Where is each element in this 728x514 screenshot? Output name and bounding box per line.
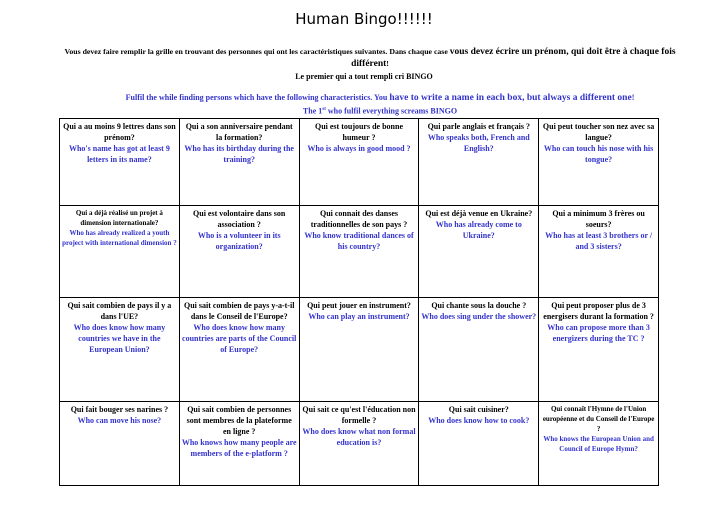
cell-question-french: Qui sait combien de pays il y a dans l'UE? <box>67 301 172 322</box>
cell-question-english: Who does know how to cook? <box>428 415 530 425</box>
instructions-french-emphasis: vous devez écrire un prénom, qui doit être à chaque fois différent <box>351 47 676 69</box>
bingo-cell[interactable] <box>179 401 299 485</box>
cell-question-french: Qui a au moins 9 lettres dans son prénom? <box>63 122 176 142</box>
cell-question-french: Qui connait des danses traditionnelles de son pays ? <box>310 209 408 230</box>
cell-question-french: Qui sait ce qu'est l'éducation non formelle ? <box>302 404 416 425</box>
cell-question-french: Qui est déjà venue en Ukraine? <box>425 209 533 219</box>
cell-question-english: Who's name has got at least 9 letters in its name? <box>68 144 170 164</box>
bingo-cell[interactable] <box>179 206 299 298</box>
cell-question-english: Who can propose more than 3 energizers during the TC ? <box>547 323 650 344</box>
instructions-french-end: ! <box>386 59 389 68</box>
instructions-french-text: Vous devez faire remplir la grille en trouvant des personnes qui ont les caractéristiques suivantes. Dans chaque case <box>64 47 450 56</box>
cell-question-english: Who does know what non formal education is? <box>302 426 416 447</box>
cell-question-english: Who is always in good mood ? <box>307 144 411 153</box>
bingo-cell[interactable] <box>179 119 299 206</box>
bingo-cell[interactable] <box>539 401 659 485</box>
cell-question-french: Qui sait combien de personnes sont membres de la plateforme en ligne ? <box>186 404 292 436</box>
cell-question-english: Who can touch his nose with his tongue? <box>543 144 654 164</box>
bingo-cell[interactable] <box>60 401 180 485</box>
cell-question-english: Who has already realized a youth project with international dimension ? <box>62 229 177 248</box>
cell-question-english: Who does know how many countries we have in the European Union? <box>73 323 166 355</box>
bingo-cell[interactable] <box>419 401 539 485</box>
instructions-english <box>60 92 700 118</box>
instructions-french-line2: Le premier qui a tout rempli cri BINGO <box>295 72 433 81</box>
cell-question-english: Who knows how many people are members of the e-platform ? <box>181 437 297 458</box>
bingo-cell[interactable] <box>60 206 180 298</box>
bingo-cell[interactable] <box>539 119 659 206</box>
bingo-cell[interactable] <box>179 298 299 402</box>
cell-question-french: Qui a minimum 3 frères ou soeurs? <box>552 209 645 230</box>
cell-question-french: Qui peut toucher son nez avec sa langue? <box>542 122 655 142</box>
cell-question-french: Qui peut jouer en instrument? <box>307 301 411 311</box>
bingo-cell[interactable] <box>60 119 180 206</box>
instructions-english-line2-a: The 1 <box>302 106 323 116</box>
cell-question-french: Qui est toujours de bonne humeur ? <box>314 122 403 142</box>
grid-row <box>60 119 659 206</box>
grid-row <box>60 298 659 402</box>
bingo-cell[interactable] <box>299 206 419 298</box>
bingo-cell[interactable] <box>299 401 419 485</box>
cell-question-french: Qui connaît l'Hymne de l'Union européenne et du Conseil de l'Europe ? <box>542 404 655 433</box>
instructions-english-end: ! <box>631 93 635 102</box>
bingo-cell[interactable] <box>299 119 419 206</box>
cell-question-french: Qui a son anniversaire pendant la formation? <box>185 122 293 142</box>
cell-question-english: Who has its birthday during the training? <box>184 144 294 164</box>
cell-question-french: Qui a déjà réalisé un projet à dimension internationale? <box>75 209 163 228</box>
bingo-cell[interactable] <box>299 298 419 402</box>
cell-question-english: Who does sing under the shower? <box>421 312 537 322</box>
instructions-english-text: Fulfil the while finding persons which have the following characteristics. You <box>125 93 390 102</box>
cell-question-french: Qui fait bouger ses narines ? <box>70 404 169 414</box>
cell-question-english: Who does know how many countries are parts of the Council of Europe? <box>182 323 297 355</box>
bingo-cell[interactable] <box>419 298 539 402</box>
bingo-cell[interactable] <box>419 206 539 298</box>
instructions-english-line2-b: who fulfil everything screams BINGO <box>325 106 458 116</box>
page-title: Human Bingo!!!!!! <box>295 10 433 28</box>
cell-question-english: Who can move his nose? <box>77 415 162 425</box>
cell-question-french: Qui sait combien de pays y-a-t-il dans le Conseil de l'Europe? <box>183 301 295 322</box>
cell-question-french: Qui peut proposer plus de 3 energisers durant la formation ? <box>543 301 654 322</box>
cell-question-french: Qui sait cuisiner? <box>448 404 509 414</box>
bingo-grid <box>59 118 659 486</box>
bingo-cell[interactable] <box>60 298 180 402</box>
cell-question-french: Qui est volontaire dans son association ? <box>193 209 286 230</box>
grid-row <box>60 401 659 485</box>
instructions-english-line2-sup: st <box>322 107 326 112</box>
cell-question-english: Who know traditional dances of his country? <box>304 231 414 252</box>
instructions-french <box>60 46 680 70</box>
cell-question-english: Who is a volunteer in its organization? <box>197 231 281 252</box>
cell-question-english: Who has already come to Ukraine? <box>435 220 522 241</box>
grid-row <box>60 206 659 298</box>
cell-question-french: Qui parle anglais et français ? <box>427 122 531 131</box>
cell-question-english: Who knows the European Union and Council of Europe Hymn? <box>543 434 654 453</box>
bingo-cell[interactable] <box>539 206 659 298</box>
instructions-english-emphasis: have to write a name in each box, but always a different one <box>389 93 632 103</box>
bingo-cell[interactable] <box>419 119 539 206</box>
cell-question-english: Who can play an instrument? <box>308 312 410 322</box>
cell-question-english: Who speaks both, French and English? <box>427 133 530 153</box>
cell-question-french: Qui chante sous la douche ? <box>431 301 527 311</box>
cell-question-english: Who has at least 3 brothers or / and 3 sisters? <box>545 231 653 252</box>
bingo-cell[interactable] <box>539 298 659 402</box>
